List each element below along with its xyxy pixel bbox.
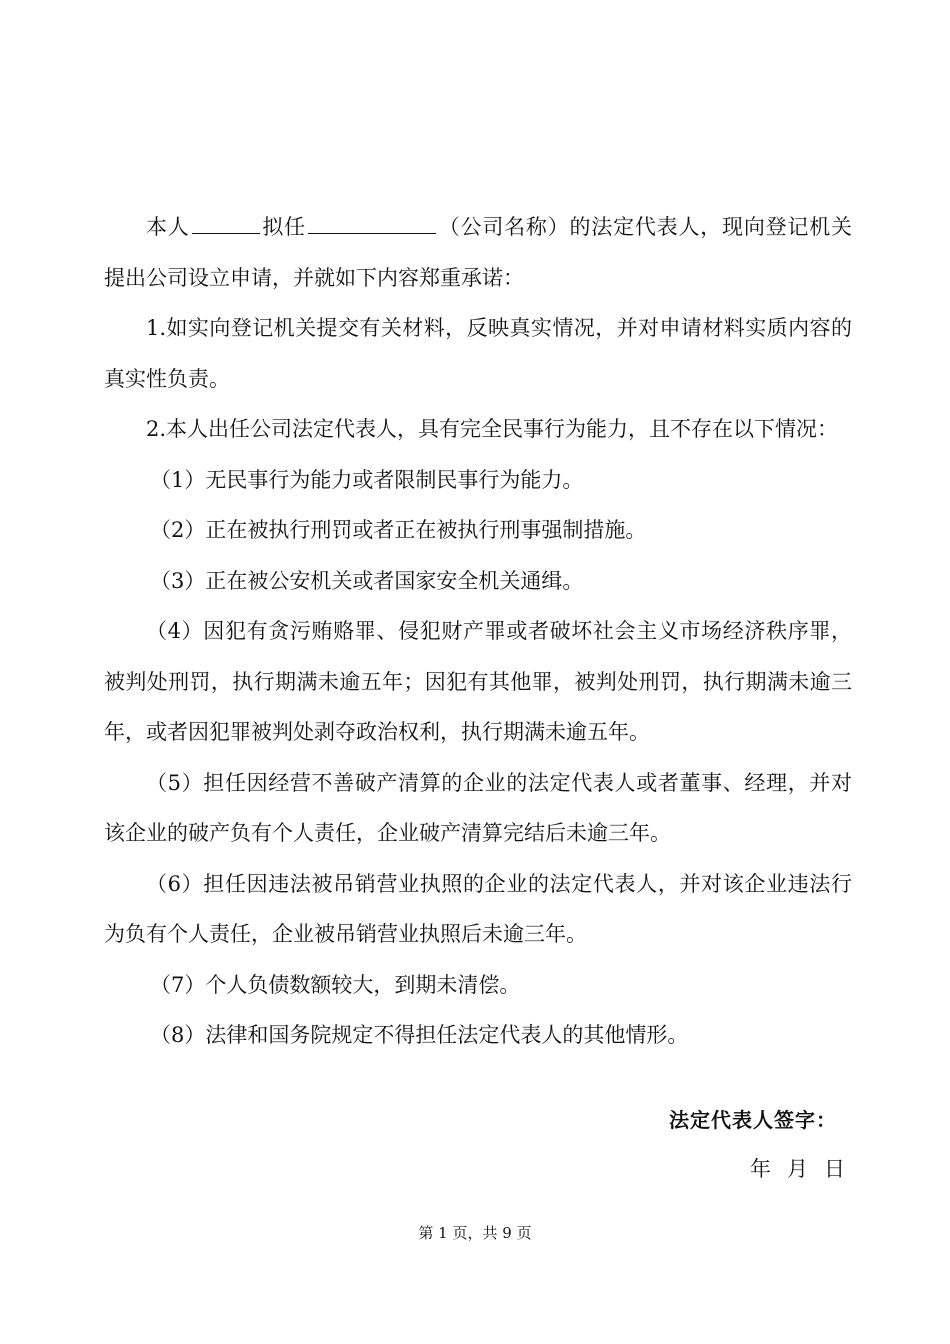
date-line [750,1153,847,1183]
intro-text-1: 本人 [146,215,190,239]
list-item-6: （6）担任因违法被吊销营业执照的企业的法定代表人，并对该企业违法行为负有个人责任，企业被吊销营业执照后未逾三年。 [104,871,852,946]
date-year: 年 [750,1157,773,1181]
list-item-4: （4）因犯有贪污贿赂罪、侵犯财产罪或者破坏社会主义市场经济秩序罪，被判处刑罚，执行期满未逾五年；因犯有其他罪，被判处刑罚，执行期满未逾三年，或者因犯罪被判处剥夺政治权利，执行期满未逾五年。 [104,619,852,744]
list-item-2: （2）正在被执行刑罚或者正在被执行刑事强制措施。 [150,518,647,542]
clause-2: 2.本人出任公司法定代表人，具有完全民事行为能力，且不存在以下情况： [146,417,839,441]
list-item-1: （1）无民事行为能力或者限制民事行为能力。 [150,467,584,492]
date-month: 月 [787,1157,810,1181]
clause-1: 1.如实向登记机关提交有关材料，反映真实情况，并对申请材料实质内容的真实性负责。 [104,316,852,391]
date-day: 日 [824,1157,847,1181]
company-name-blank[interactable] [308,207,436,234]
document-body [104,202,852,1061]
signature-label: 法定代表人签字： [669,1108,837,1132]
page-number-footer: 第 1 页，共 9 页 [418,1224,532,1242]
intro-text-2: 拟任 [261,215,306,239]
list-item-7: （7）个人负债数额较大，到期未清偿。 [150,972,521,997]
name-blank[interactable] [192,207,260,234]
list-item-5: （5）担任因经营不善破产清算的企业的法定代表人或者董事、经理，并对该企业的破产负有个人责任，企业破产清算完结后未逾三年。 [104,770,852,845]
list-item-8: （8）法律和国务院规定不得担任法定代表人的其他情形。 [150,1023,689,1047]
intro-paragraph [104,202,852,303]
intro-text-3: （公司名称）的法定代表人，现向登记机关提出公司设立申请，并就如下内容郑重承诺： [104,215,853,290]
list-item-3: （3）正在被公安机关或者国家安全机关通缉。 [150,568,584,593]
